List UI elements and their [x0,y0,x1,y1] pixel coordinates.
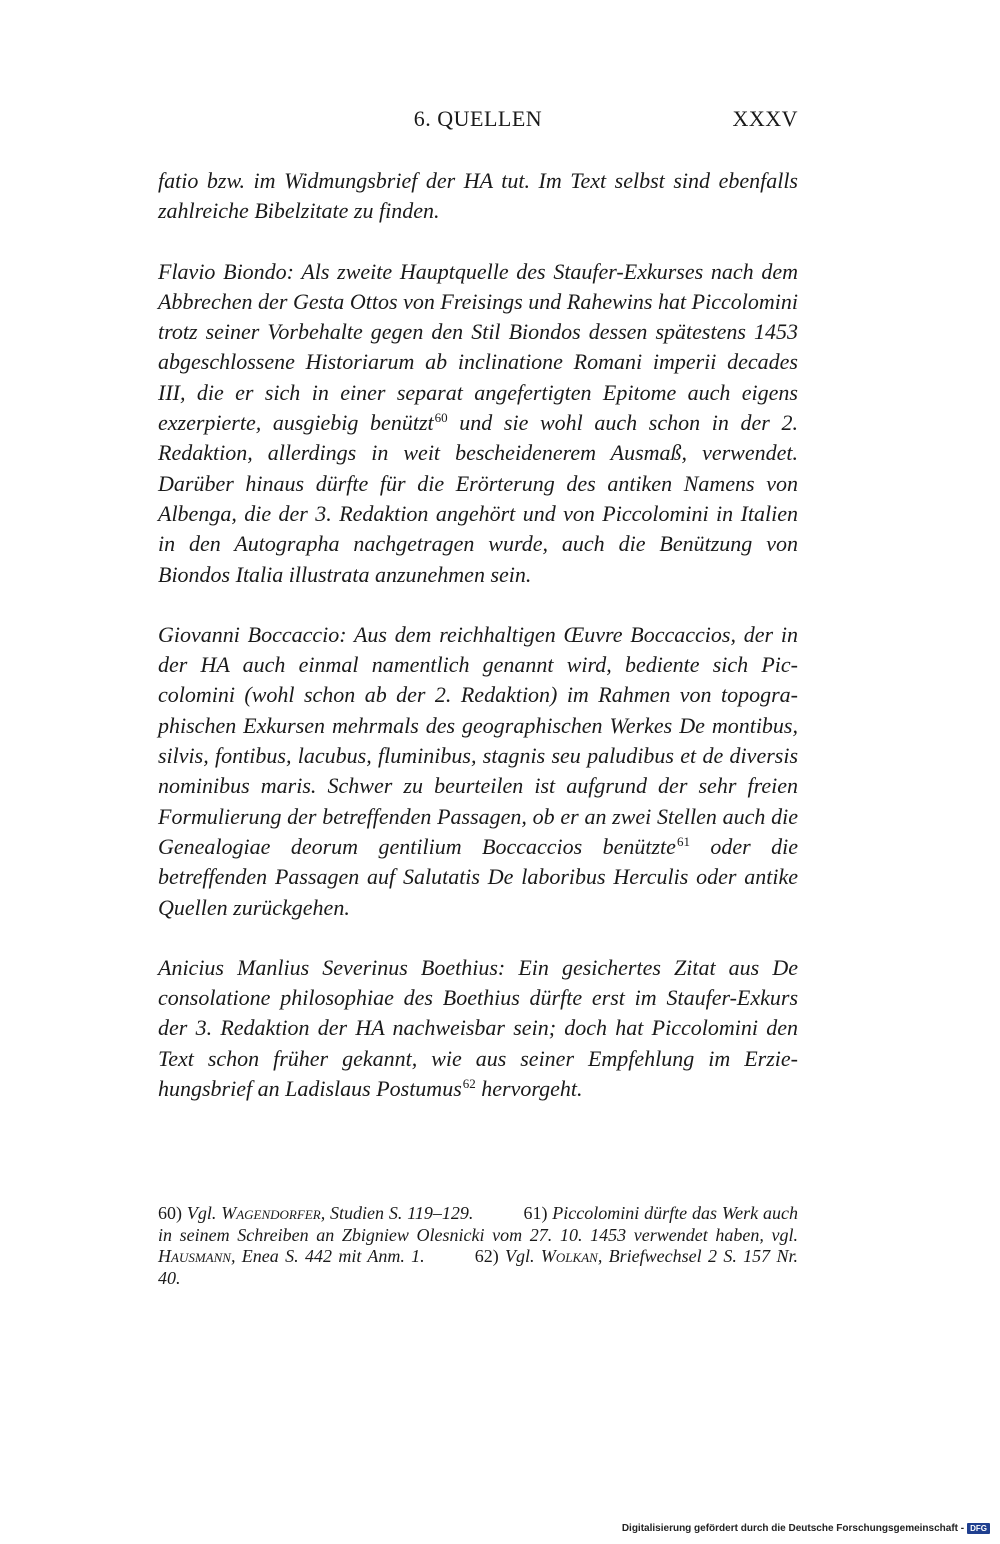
dfg-logo: DFG [967,1523,990,1534]
footnote-text: Piccolomini dürfte das Werk auch in seinem Schreiben an Zbigniew Olesnicki vom 27. 10. 1453 verwendet haben, vgl. [158,1203,799,1245]
funding-notice [622,1523,990,1534]
footnote-reference: , Enea S. 442 mit Anm. 1. [230,1246,425,1266]
paragraph-text: Anicius Manlius Severinus Boethius: Ein gesichertes Zitat aus De consolatione philosophiae des Boethius dürfte erst im Staufer-Exkurs der 3. Redaktion der HA nachweisbar sein; doch hat Piccolomini den Text schon früher gekannt, wie aus seiner Empfehlung im Erziehungsbrief an Ladislaus Postumus [158,954,798,1102]
funding-text: Digitalisierung gefördert durch die Deutsche Forschungsgemeinschaft - [621,1523,965,1534]
running-header [158,106,798,140]
paragraph-text: oder die betreffenden Passagen auf Salutatis De laboribus Herculis oder antike Quellen zurückgehen. [158,833,798,920]
paragraph-text: Flavio Biondo: Als zweite Hauptquelle des Staufer-Exkurses nach dem Abbrechen der Gesta Ottos von Freisings und Rahewins hat Piccolomini trotz seiner Vorbehalte gegen den Stil Biondos dessen spätestens 1453 abgeschlossene Historiarum ab inclinatione Romani imperii decades III, die er sich in einer separat angefertigten Epitome auch eigens exzerpierte, ausgiebig benützt [158,258,798,436]
footnote-60 [158,1203,473,1223]
footnote-author: Wolkan [540,1246,598,1266]
paragraph-intro [158,166,798,227]
footnote-number: 60) [158,1203,182,1223]
footnote-number: 61) [523,1203,548,1223]
footnote-author: Hausmann [158,1246,231,1266]
footnote-author: Wagendorfer [221,1203,321,1223]
footnotes [158,1203,798,1289]
footnote-ref-60[interactable]: 60 [434,410,448,426]
page-number: XXXV [732,106,798,131]
footnote-vgl: Vgl. [505,1246,535,1266]
footnote-ref-62[interactable]: 62 [462,1076,476,1092]
paragraph-boethius [158,953,798,1104]
paragraph-text: und sie wohl auch schon in der 2. Redaktion, allerdings in weit bescheidenerem Ausmaß, verwendet. Darüber hinaus dürfte für die Erörterung des antiken Namens von Albenga, die der 3. Redaktion angehört und von Piccolomini in Italien in den Autographa nachgetragen wurde, auch die Benützung von Biondos Italia illustrata anzunehmen sein. [158,410,798,587]
footnote-vgl: Vgl. [186,1203,217,1223]
paragraph-text: Giovanni Boccaccio: Aus dem reichhaltigen Œuvre Boccaccios, der in der HA auch einmal namentlich genannt wird, bediente sich Piccolomini (wohl schon ab der 2. Redaktion) im Rahmen von topographischen Exkursen mehrmals des geographischen Werkes De montibus, silvis, fontibus, lacubus, fluminibus, stagnis seu paludibus et de diversis nominibus maris. Schwer zu beurteilen ist aufgrund der sehr freien Formulierung der betreffenden Passagen, ob er an zwei Stellen auch die Genealogiae deorum gentilium Boccaccios benützte [158,621,798,859]
footnote-reference: , Studien S. 119–129. [320,1203,474,1223]
section-title: 6. QUELLEN [413,106,543,131]
paragraph-biondo [158,257,798,590]
footnote-reference: , Briefwechsel 2 S. 157 Nr. 40. [158,1246,799,1288]
paragraph-text: hervorgeht. [475,1076,583,1102]
paragraph-text: fatio bzw. im Widmungsbrief der HA tut. Im Text selbst sind ebenfalls zahlreiche Bibelzitate zu finden. [158,168,798,224]
paragraph-boccaccio [158,620,798,923]
footnote-ref-61[interactable]: 61 [676,833,690,849]
main-text [158,166,798,1134]
footnote-number: 62) [474,1246,499,1266]
